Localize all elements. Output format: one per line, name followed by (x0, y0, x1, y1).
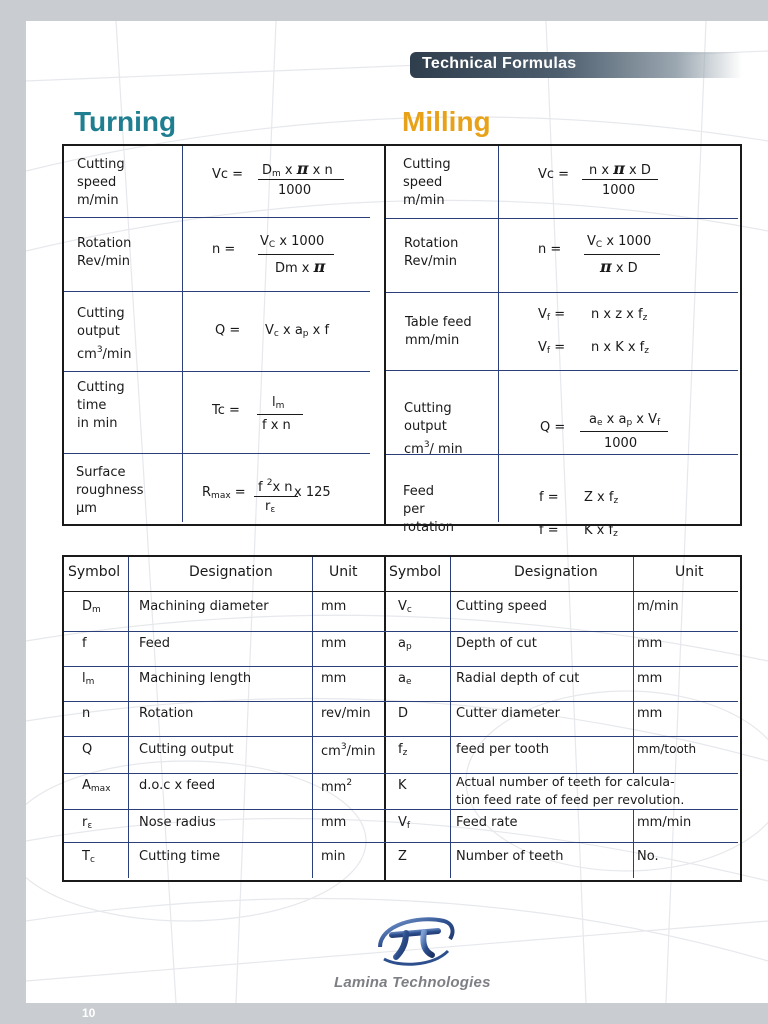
designation-cell: Number of teeth (456, 849, 564, 864)
pi-symbol: π (600, 257, 612, 276)
header-banner (410, 52, 742, 78)
designation-cell: Radial depth of cut (456, 671, 580, 686)
symbol-cell: $V_c$ (398, 599, 412, 615)
symbol-cell: $a_p$ (398, 636, 412, 652)
symbol-cell: $T_c$ (82, 849, 95, 865)
unit-cell: mm (637, 671, 663, 686)
pi-logo-icon (374, 909, 456, 969)
symbol-cell: $r_\varepsilon$ (82, 815, 93, 831)
symbol-cell: Q (82, 742, 93, 757)
unit-cell: mm (637, 636, 663, 651)
pi-symbol: π (613, 159, 625, 178)
unit-cell: m/min (637, 599, 679, 614)
unit-cell: mm (321, 671, 347, 686)
designation-cell: Feed (139, 636, 171, 651)
pi-symbol: π (296, 159, 309, 178)
designation-cell: Cutting output (139, 742, 234, 757)
brand-name: Lamina Technologies (334, 974, 491, 991)
milling-title: Milling (402, 106, 491, 137)
designation-cell: Machining length (139, 671, 252, 686)
designation-cell: d.o.c x feed (139, 778, 216, 793)
designation-cell: Rotation (139, 706, 194, 721)
unit-cell: min (321, 849, 346, 864)
symbol-cell: n (82, 706, 91, 721)
designation-cell: Depth of cut (456, 636, 537, 651)
designation-cell: Cutting time (139, 849, 221, 864)
symbol-table (62, 555, 742, 882)
symbol-cell: $f_z$ (398, 742, 408, 758)
designation-cell: feed per tooth (456, 742, 550, 757)
page-header-title: Technical Formulas (422, 55, 577, 72)
col-header-symbol: Symbol (68, 564, 121, 580)
designation-cell: Feed rate (456, 815, 518, 830)
unit-cell: mm/min (637, 815, 692, 830)
col-header-unit: Unit (329, 564, 358, 580)
unit-cell: mm (321, 636, 347, 651)
symbol-cell: D (398, 706, 409, 721)
symbol-cell: $A_{max}$ (82, 778, 111, 794)
col-header-designation: Designation (189, 564, 273, 580)
symbol-cell: $D_m$ (82, 599, 101, 615)
document-page (26, 21, 768, 1003)
designation-cell: Nose radius (139, 815, 216, 830)
symbol-cell: f (82, 636, 87, 651)
unit-cell: mm/tooth (637, 742, 697, 756)
unit-cell: $cm^3/\min$ (321, 742, 376, 759)
turning-title: Turning (74, 106, 177, 137)
formula-table: Cutting speed m/min Vc = $D_m$ x π x n 1000 Rotation Rev/min n = $V_C$ x 1000 Dm x π Cutting output $cm^3/\min$ Q = $V_c$ x $a_p$ x f Cutting time in min Tc = $l_m$ f x n Surface roughness µm $R_{max}$ = f $^2$x n x 125 $r_\varepsilon$ Cutting speed m/min Vc = n x π x D 1000 Rotation Rev/min n = $V_C$ x 1000 π x D Table feed mm/min $V_f$ = n x z x $f_z$ $V_f$ = n x K x $f_z$ Cutting output $cm^3/$ min Q = $a_e$ x $a_p$ x $V_f$ 1000 Feed per rotation f = Z x $f_z$ f = K x $f_z$ (62, 144, 742, 526)
unit-cell: No. (637, 849, 659, 864)
symbol-cell: K (398, 778, 407, 793)
unit-cell: mm (321, 815, 347, 830)
unit-cell: $mm^2$ (321, 778, 353, 795)
col-header-unit: Unit (675, 564, 704, 580)
symbol-cell: Z (398, 849, 407, 864)
col-header-designation: Designation (514, 564, 598, 580)
pi-symbol: π (313, 257, 326, 276)
designation-cell: Actual number of teeth for calcula- tion feed rate of feed per revolution. (456, 774, 685, 807)
col-header-symbol: Symbol (389, 564, 442, 580)
unit-cell: rev/min (321, 706, 371, 721)
designation-cell: Machining diameter (139, 599, 269, 614)
unit-cell: mm (321, 599, 347, 614)
symbol-cell: $V_f$ (398, 815, 411, 831)
page-number: 10 (82, 1006, 96, 1020)
symbol-cell: $l_m$ (82, 671, 95, 687)
unit-cell: mm (637, 706, 663, 721)
designation-cell: Cutter diameter (456, 706, 560, 721)
designation-cell: Cutting speed (456, 599, 548, 614)
symbol-cell: $a_e$ (398, 671, 412, 687)
